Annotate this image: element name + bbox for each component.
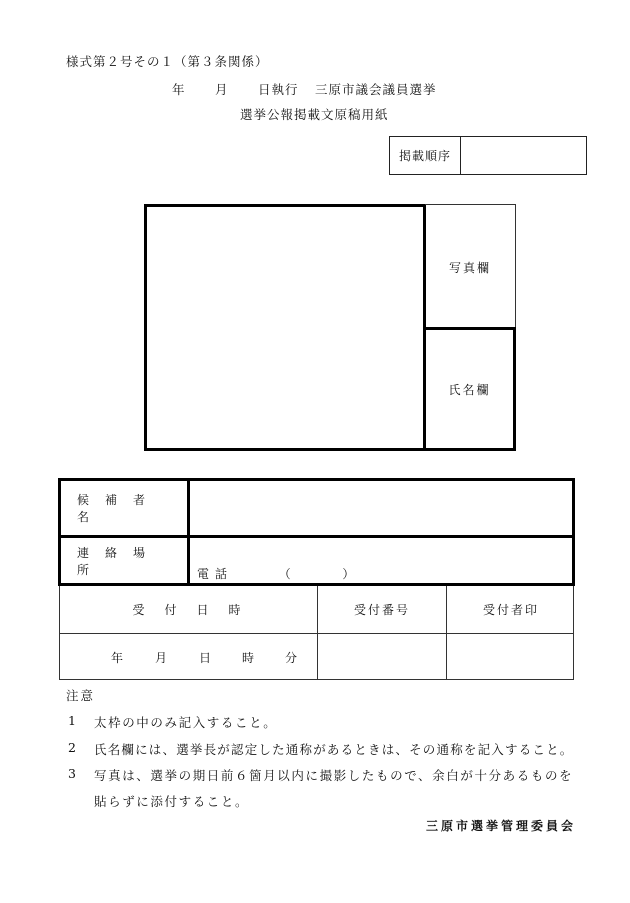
reception-table [59,586,574,680]
reception-number-field[interactable] [318,634,446,680]
notes-heading: 注意 [66,688,96,703]
photo-column-label: 写真欄 [448,260,491,275]
candidate-name-row [61,481,572,538]
datetime-month-unit: 月 [155,650,168,665]
candidate-name-field[interactable] [193,481,572,535]
candidate-name-label: 候補者名 [61,481,190,535]
form-number: 様式第２号その１（第３条関係） [66,54,269,69]
note-text: 貼らずに添付すること。 [94,794,250,809]
publication-order-label: 掲載順序 [390,137,461,174]
name-column[interactable] [423,327,516,451]
reception-datetime-field[interactable] [60,634,317,680]
issuing-organization: 三原市選挙管理委員会 [426,819,577,833]
phone-line [197,565,354,582]
note-number: 3 [68,766,78,781]
datetime-year-unit: 年 [111,650,124,665]
contact-place-label: 連絡場所 [61,538,190,583]
election-day-exec: 日執行 [258,82,299,97]
note-text: 太枠の中のみ記入すること。 [94,715,278,730]
publication-order-box [389,136,587,175]
election-month-unit: 月 [215,82,229,97]
phone-label: 電話 [197,567,234,581]
document-title: 選挙公報掲載文原稿用紙 [240,107,389,122]
phone-paren-open: （ [278,567,291,581]
datetime-minute-unit: 分 [285,650,298,665]
reception-seal-field[interactable] [447,634,575,680]
candidate-info-table [58,478,575,586]
manuscript-text-area[interactable] [144,204,426,451]
reception-seal-header: 受付者印 [482,603,539,617]
publication-order-field[interactable] [462,137,586,174]
note-number: 2 [68,740,78,755]
name-column-label: 氏名欄 [448,382,491,397]
contact-row [61,538,572,583]
reception-datetime-header: 受 付 日 時 [132,603,245,617]
election-name: 三原市議会議員選挙 [315,82,437,97]
note-text: 氏名欄には、選挙長が認定した通称があるときは、その通称を記入すること。 [94,742,574,757]
note-number: 1 [68,713,78,728]
photo-column[interactable] [425,204,516,330]
datetime-day-unit: 日 [199,650,212,665]
datetime-hour-unit: 時 [242,650,255,665]
reception-number-header: 受付番号 [353,603,410,617]
phone-paren-close: ） [342,567,355,581]
note-text: 写真は、選挙の期日前６箇月以内に撮影したもので、余白が十分あるものを [94,768,574,783]
election-year-unit: 年 [172,82,186,97]
